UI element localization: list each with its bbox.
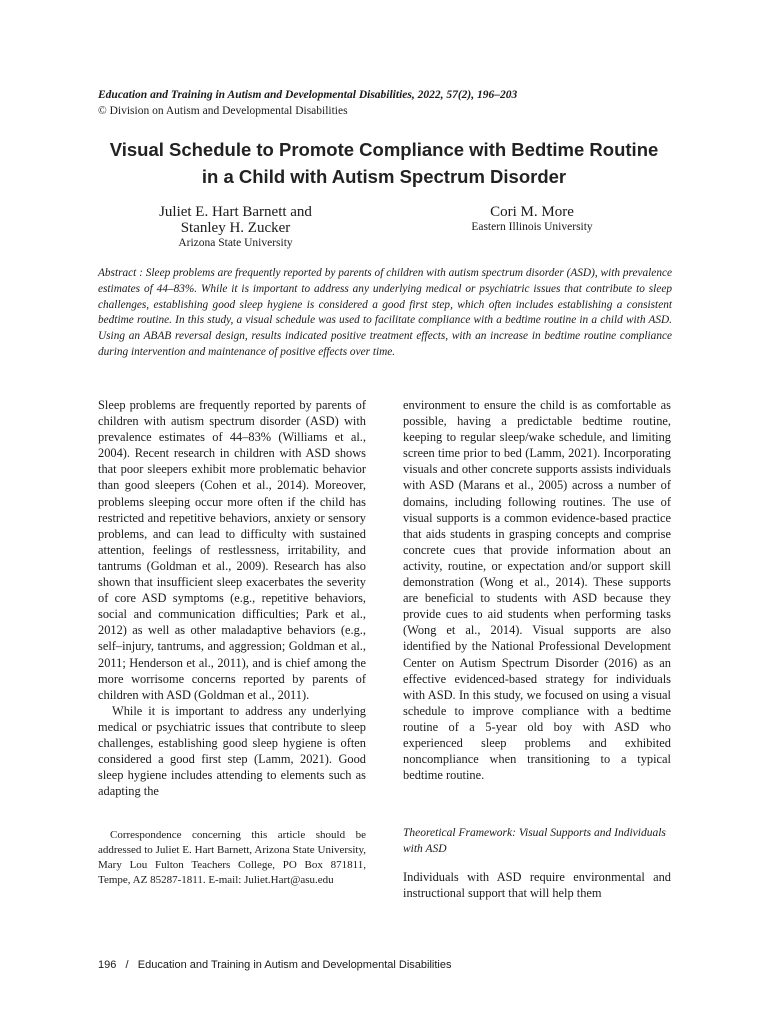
journal-citation: Education and Training in Autism and Developmental Disabilities, 2022, 57(2), 196–203	[98, 89, 518, 101]
page-number: 196	[98, 959, 117, 971]
copyright-line: © Division on Autism and Developmental Disabilities	[98, 105, 348, 117]
body-column-left	[98, 397, 366, 799]
body-paragraph: While it is important to address any underlying medical or psychiatric issues that contribute to sleep challenges, establishing good sleep hygiene is often considered a good first step (Lamm, 2021). Good sleep hygiene includes attending to elements such as adapting the	[98, 703, 366, 799]
author-affiliation-right: Eastern Illinois University	[471, 221, 593, 233]
footer-separator: /	[125, 959, 129, 971]
body-paragraph: Individuals with ASD require environmental and instructional support that will help them	[403, 870, 671, 901]
correspondence-footnote: Correspondence concerning this article should be addressed to Juliet E. Hart Barnett, Arizona State University, Mary Lou Fulton Teachers College, PO Box 871811, Tempe, AZ 85287-1811. E-mail: Juliet.Hart@asu.edu	[98, 829, 366, 886]
body-paragraph: Sleep problems are frequently reported by parents of children with autism spectrum disorder (ASD) with prevalence estimates of 44–83% (Williams et al., 2004). Recent research in children with ASD shows that poor sleepers exhibit more problematic behavior than good sleepers (Cohen et al., 2014). Moreover, problems sleeping occur more often if the child has restricted and repetitive behaviors, anxiety or sensory problems, and can lead to difficulty with sustained attention, feelings of restlessness, irritability, and tantrums (Goldman et al., 2009). Research has also shown that insufficient sleep exacerbates the severity of core ASD symptoms (e.g., repetitive behaviors, social and communication difficulties; Park et al., 2012) as well as other maladaptive behaviors (e.g., self–injury, tantrums, and aggression; Goldman et al., 2011; Henderson et al., 2011), and is chief among the more worrisome concerns reported by parents of children with ASD (Goldman et al., 2011).	[98, 398, 366, 702]
body-column-right	[403, 397, 671, 783]
page-footer	[98, 958, 678, 972]
footer-journal-name: Education and Training in Autism and Developmental Disabilities	[137, 959, 452, 971]
author-names-line1: Juliet E. Hart Barnett and	[159, 204, 312, 220]
body-paragraph: environment to ensure the child is as comfortable as possible, having a predictable bedtime routine, keeping to regular sleep/wake schedule, and limiting screen time prior to bed (Lamm, 2021). Incorporating visuals and other concrete supports assists individuals with ASD (Marans et al., 2005) across a number of domains, including following routines. The use of visual supports is a common evidence-based practice that aids students in grasping concepts and comprise concrete cues that provide information about an activity, routine, or expectation and/or support skill demonstration (Wong et al., 2014). These supports are beneficial to students with ASD because they provide cues to aid students when performing tasks (Wong et al., 2014). Visual supports are also identified by the National Professional Development Center on Autism Spectrum Disorder (2016) as an effective evidenced-based strategy for individuals with ASD. In this study, we focused on using a visual schedule to improve compliance with a bedtime routine of a 5-year old boy with ASD who experienced sleep problems and exhibited noncompliance when transitioning to a typical bedtime routine.	[403, 398, 671, 783]
author-name-right: Cori M. More	[490, 204, 574, 220]
author-names-line2: Stanley H. Zucker	[180, 220, 291, 236]
author-block-right	[432, 204, 632, 235]
article-title: Visual Schedule to Promote Compliance with Bedtime Routine in a Child with Autism Spectrum Disorder	[109, 139, 659, 187]
author-affiliation-left: Arizona State University	[178, 237, 293, 249]
author-block-left	[118, 204, 353, 251]
section-subheading: Theoretical Framework: Visual Supports and Individuals with ASD	[403, 827, 666, 855]
abstract: Abstract : Sleep problems are frequently reported by parents of children with autism spectrum disorder (ASD), with prevalence estimates of 44–83%. While it is important to address any underlying medical or psychiatric issues that contribute to sleep challenges, establishing good sleep hygiene is considered a good first step, which often includes establishing a consistent bedtime routine. In this study, a visual schedule was used to facilitate compliance with a bedtime routine in a child with ASD. Using an ABAB reversal design, results indicated positive treatment effects, with an increase in bedtime routine compliance during intervention and maintenance of positive effects over time.	[98, 267, 672, 358]
